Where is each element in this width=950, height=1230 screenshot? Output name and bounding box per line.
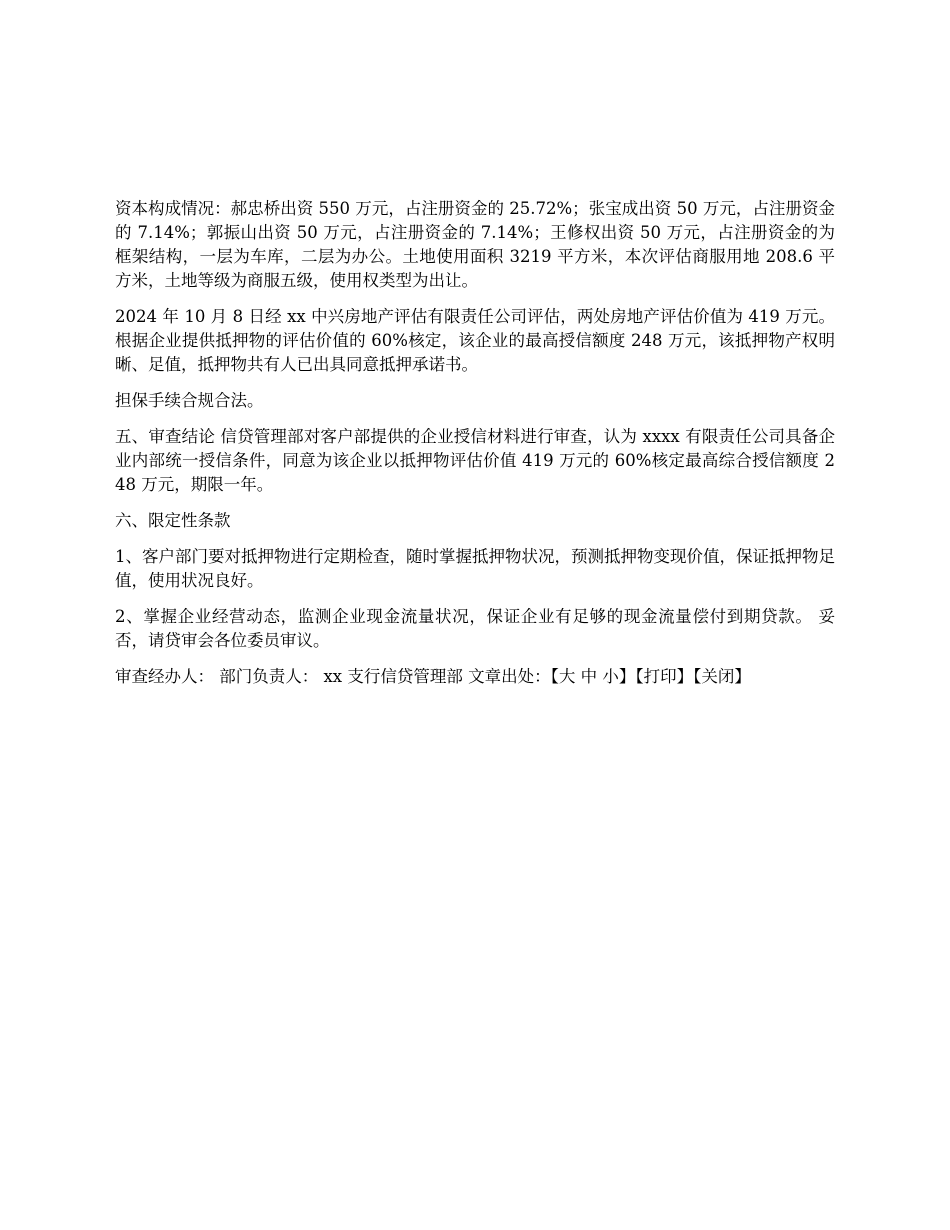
paragraph-guarantee: 担保手续合规合法。 (115, 391, 264, 410)
paragraph-signature: 审查经办人： 部门负责人： xx 支行信贷管理部 文章出处：【大 中 小】【打印】【关闭】 (115, 667, 751, 686)
paragraph-term-2: 2、掌握企业经营动态，监测企业现金流量状况，保证企业有足够的现金流量偿付到期贷款。 妥否，请贷审会各位委员审议。 (115, 607, 835, 650)
paragraph-term-1: 1、客户部门要对抵押物进行定期检查，随时掌握抵押物状况，预测抵押物变现价值，保证抵押物足值，使用状况良好。 (115, 547, 835, 590)
paragraph-restrictive-terms-heading: 六、限定性条款 (115, 511, 231, 530)
paragraph-review-conclusion: 五、审查结论 信贷管理部对客户部提供的企业授信材料进行审查，认为 xxxx 有限责任公司具备企业内部统一授信条件，同意为该企业以抵押物评估价值 419 万元的 60%核定最高综合授信额度 248 万元，期限一年。 (115, 427, 835, 494)
document-body (115, 197, 835, 701)
paragraph-capital-structure: 资本构成情况：郝忠桥出资 550 万元，占注册资金的 25.72%；张宝成出资 50 万元，占注册资金的 7.14%；郭振山出资 50 万元，占注册资金的 7.14%；王修权出资 50 万元，占注册资金的为框架结构，一层为车库，二层为办公。土地使用面积 3219 平方米，本次评估商服用地 208.6 平方米，土地等级为商服五级，使用权类型为出让。 (115, 199, 835, 290)
paragraph-appraisal: 2024 年 10 月 8 日经 xx 中兴房地产评估有限责任公司评估，两处房地产评估价值为 419 万元。根据企业提供抵押物的评估价值的 60%核定，该企业的最高授信额度 248 万元，该抵押物产权明晰、足值，抵押物共有人已出具同意抵押承诺书。 (115, 307, 835, 374)
